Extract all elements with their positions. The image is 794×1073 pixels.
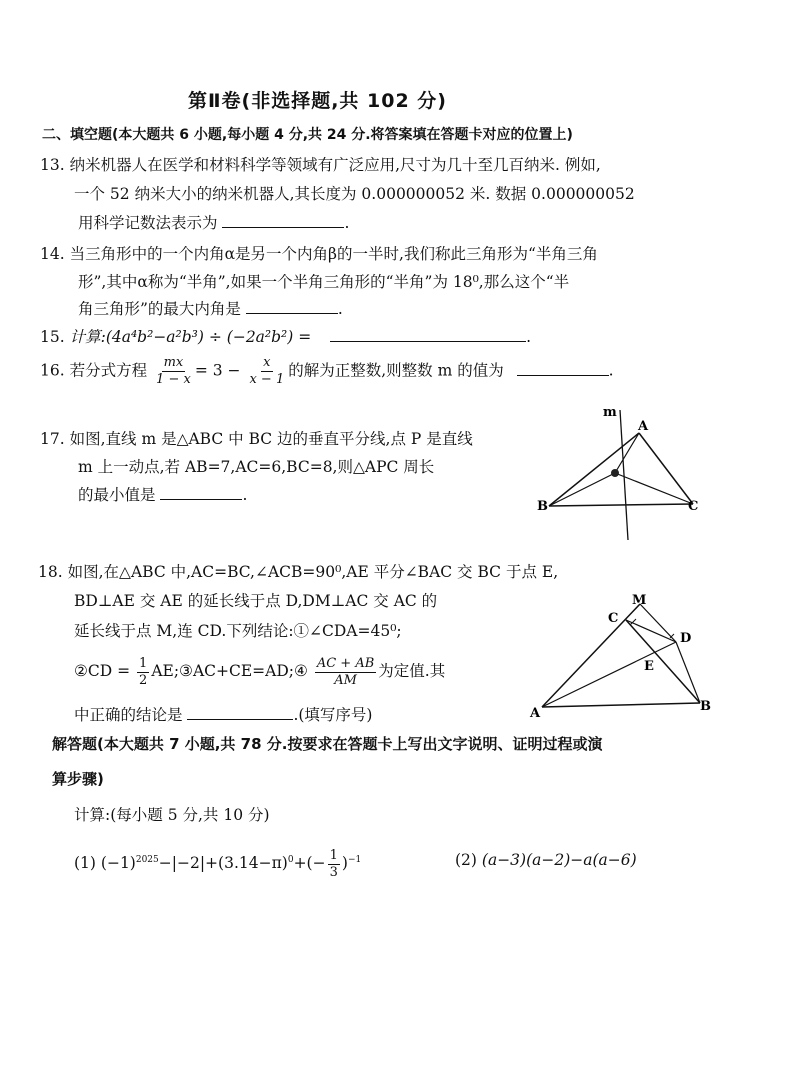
fraction-one-third: $\frac{1}{3}$	[329, 847, 338, 880]
period: .	[526, 328, 532, 346]
exponent: 0	[287, 855, 294, 865]
question-13-line-2: 一个 52 纳米大小的纳米机器人,其长度为 0.000000052 米. 数据 0.000000052	[74, 185, 635, 203]
calc-problem-1	[74, 840, 361, 883]
label-e: E	[644, 659, 654, 674]
figure-isosceles-right-triangle	[528, 592, 718, 722]
segment-md	[640, 604, 676, 642]
segment-ad	[542, 642, 676, 707]
period: .	[242, 486, 248, 504]
section-fill-blank-header: 二、填空题(本大题共 6 小题,每小题 4 分,共 24 分.将答案填在答题卡对应的位置上)	[42, 127, 573, 143]
segment-bc	[549, 504, 693, 506]
question-number: 14.	[40, 245, 65, 263]
problem-label: (2)	[455, 851, 477, 869]
answer-blank[interactable]	[160, 481, 242, 500]
question-number: 15.	[40, 328, 65, 346]
segment-db	[676, 642, 700, 703]
exponent: 2025	[135, 855, 159, 865]
question-text: 用科学记数法表示为	[78, 214, 218, 232]
label-a: A	[638, 419, 649, 434]
problem-label: (1)	[74, 854, 96, 873]
label-m: M	[632, 593, 647, 608]
question-16	[40, 355, 614, 388]
expr-part: −|−2|+(3.14−π)	[158, 854, 288, 873]
question-number: 13.	[40, 156, 65, 174]
question-number: 16.	[40, 361, 65, 380]
fraction-ac-plus-ab-over-am: $\frac{AC + AB}{AM}$	[316, 655, 375, 688]
question-text: 纳米机器人在医学和材料科学等领域有广泛应用,尺寸为几十至几百纳米. 例如,	[69, 156, 601, 174]
question-17	[40, 424, 473, 454]
question-text: 当三角形中的一个内角α是另一个内角β的一半时,我们称此三角形为“半角三角	[69, 245, 598, 263]
label-c: C	[608, 611, 619, 626]
answer-blank[interactable]	[517, 357, 609, 376]
section-answer-header-cont: 算步骤)	[52, 770, 104, 788]
question-13	[40, 150, 601, 180]
answer-blank[interactable]	[246, 295, 338, 314]
question-text: 如图,直线 m 是△ABC 中 BC 边的垂直平分线,点 P 是直线	[69, 430, 473, 448]
question-text: 中正确的结论是	[74, 706, 183, 724]
question-text: 角三角形”的最大内角是	[78, 300, 241, 318]
fraction-mx-over-1-minus-x: $\frac{mx}{1 - x}$	[156, 355, 191, 387]
conclusion-3-text: AE;③AC+CE=AD;④	[151, 662, 308, 680]
section-answer-header: 解答题(本大题共 7 小题,共 78 分.按要求在答题卡上写出文字说明、证明过程或演	[52, 735, 603, 753]
conclusion-2-label: ②CD =	[74, 662, 131, 680]
answer-blank[interactable]	[330, 323, 526, 342]
label-c: C	[688, 499, 699, 514]
segment-am	[542, 604, 640, 707]
fraction-x-over-x-minus-1: $\frac{x}{x - 1}$	[249, 355, 285, 387]
question-14	[40, 239, 598, 269]
question-18-line-3: 延长线于点 M,连 CD.下列结论:①∠CDA=45⁰;	[74, 622, 402, 640]
question-15	[40, 322, 531, 352]
label-d: D	[680, 631, 692, 646]
question-text: 计算:(4a⁴b²−a²b³) ÷ (−2a²b²) =	[69, 328, 312, 346]
segment-ap	[615, 433, 639, 473]
exponent: −1	[347, 855, 362, 865]
calc-problem-2	[455, 840, 637, 880]
figure-triangle-abc-bisector	[535, 400, 710, 550]
label-b: B	[700, 699, 711, 714]
expr-part: +(−	[293, 854, 326, 873]
expression: (a−3)(a−2)−a(a−6)	[481, 851, 637, 869]
question-14-line-2: 形”,其中α称为“半角”,如果一个半角三角形的“半角”为 18⁰,那么这个“半	[78, 273, 570, 291]
question-18-line-2: BD⊥AE 交 AE 的延长线于点 D,DM⊥AC 交 AC 的	[74, 592, 438, 610]
question-text: 若分式方程	[69, 361, 148, 380]
question-text: 如图,在△ABC 中,AC=BC,∠ACB=90⁰,AE 平分∠BAC 交 BC 于点 E,	[67, 563, 559, 581]
question-13-line-3	[78, 208, 349, 238]
equation-middle: = 3 −	[194, 361, 241, 380]
question-number: 18.	[38, 563, 63, 581]
question-18	[38, 557, 558, 587]
question-18-line-4	[74, 654, 445, 689]
question-14-line-3	[78, 294, 343, 324]
calc-intro: 计算:(每小题 5 分,共 10 分)	[74, 806, 270, 824]
label-a: A	[530, 706, 541, 721]
segment-bp	[549, 473, 615, 506]
expr-part: )	[341, 854, 348, 873]
period: .	[344, 214, 350, 232]
period: .	[608, 361, 614, 380]
period: .	[337, 300, 343, 318]
answer-blank[interactable]	[222, 209, 344, 228]
question-text-end: .(填写序号)	[293, 706, 373, 724]
question-text: 的解为正整数,则整数 m 的值为	[288, 361, 504, 380]
question-17-line-3	[78, 480, 247, 510]
conclusion-4-text: 为定值.其	[378, 662, 446, 680]
question-number: 17.	[40, 430, 65, 448]
segment-cd	[626, 620, 676, 642]
expr-part: (−1)	[100, 854, 136, 873]
page-title: 第Ⅱ卷(非选择题,共 102 分)	[188, 90, 447, 112]
fraction-one-half: $\frac{1}{2}$	[139, 655, 148, 688]
question-18-line-5	[74, 700, 372, 730]
point-p	[611, 469, 619, 477]
question-17-line-2: m 上一动点,若 AB=7,AC=6,BC=8,则△APC 周长	[78, 458, 435, 476]
label-b: B	[537, 499, 548, 514]
answer-blank[interactable]	[187, 701, 293, 720]
segment-ab	[542, 703, 700, 707]
question-text: 的最小值是	[78, 486, 156, 504]
label-m: m	[603, 405, 617, 420]
